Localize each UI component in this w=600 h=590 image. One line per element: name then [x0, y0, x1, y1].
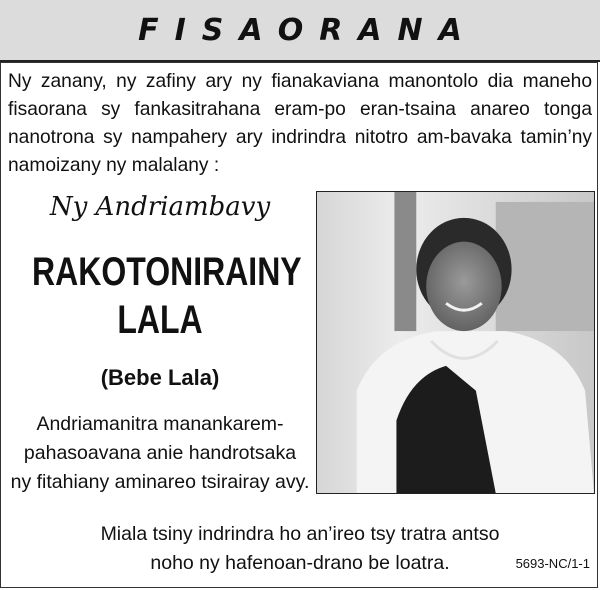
honorific-title: Ny Andriambavy — [49, 192, 271, 222]
blessing-text — [0, 410, 320, 497]
closing-text — [40, 520, 560, 578]
reference-code: 5693-NC/1-1 — [515, 556, 590, 571]
intro-paragraph: Ny zanany, ny zafiny ary ny fianakaviana manontolo dia maneho fisaorana sy fankasitrahana eram-po eran-tsaina anareo tonga nanotrona sy nampahery ary indrindra nitotro am-bavaka tamin’ny namoizany ny malalany : — [8, 71, 592, 176]
closing-line-1: Miala tsiny indrindra ho an’ireo tsy tratra antso — [100, 523, 500, 545]
page-title: FISAORANA — [138, 12, 478, 48]
header-banner — [0, 0, 600, 62]
name-line-1: RAKOTONIRAINY — [32, 250, 302, 294]
blessing-line-3: ny fitahiany aminareo tsirairay avy. — [10, 471, 310, 493]
closing-line-2: noho ny hafenoan-drano be loatra. — [150, 552, 450, 574]
blessing-line-2: pahasoavana anie handrotsaka — [23, 442, 297, 464]
deceased-nickname: (Bebe Lala) — [100, 365, 220, 390]
name-line-2: LALA — [117, 298, 203, 342]
photo-face — [426, 242, 501, 331]
portrait-photo — [316, 191, 595, 494]
deceased-name — [32, 248, 302, 344]
photo-doorframe — [394, 192, 416, 331]
blessing-line-1: Andriamanitra manankarem- — [36, 413, 284, 435]
